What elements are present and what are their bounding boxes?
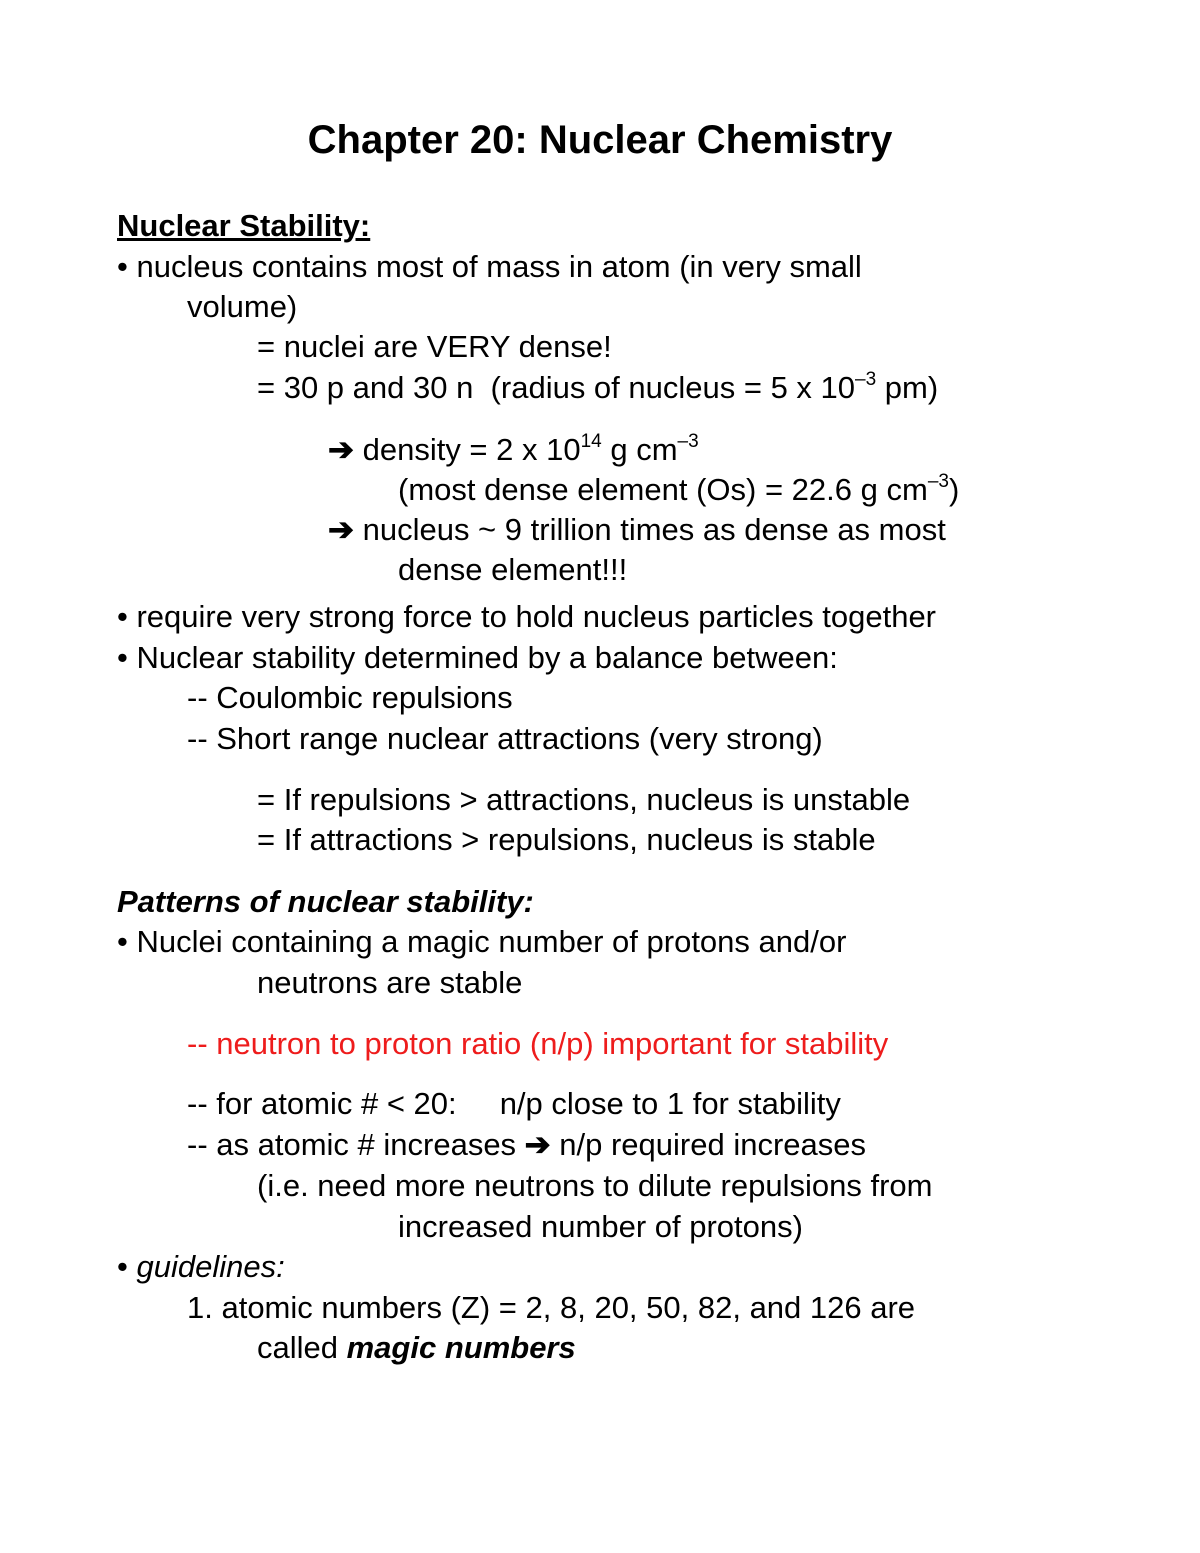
section-heading-patterns: Patterns of nuclear stability: bbox=[117, 884, 534, 919]
bullet-nucleus-mass: • nucleus contains most of mass in atom (in very small bbox=[117, 249, 862, 284]
magic-numbers-term: magic numbers bbox=[346, 1330, 576, 1365]
bullet-balance: • Nuclear stability determined by a balance between: bbox=[117, 640, 838, 675]
section-heading-nuclear-stability: Nuclear Stability: bbox=[117, 208, 371, 243]
dense-element-line: dense element!!! bbox=[398, 552, 628, 587]
eq-unstable: = If repulsions > attractions, nucleus is unstable bbox=[257, 782, 911, 817]
arrow-right-icon: ➔ bbox=[328, 512, 354, 547]
trillion-line: ➔ nucleus ~ 9 trillion times as dense as most bbox=[328, 512, 946, 547]
ie-line-cont: increased number of protons) bbox=[398, 1209, 803, 1244]
density-line: ➔ density = 2 x $10^{14}$ g $cm^{-3}$ bbox=[328, 431, 699, 467]
bullet-magic-nuclei: • Nuclei containing a magic number of protons and/or bbox=[117, 924, 847, 959]
bullet-magic-nuclei-cont: neutrons are stable bbox=[257, 965, 523, 1000]
eq-stable: = If attractions > repulsions, nucleus is stable bbox=[257, 822, 876, 857]
arrow-right-icon: ➔ bbox=[524, 1127, 551, 1162]
bullet-strong-force: • require very strong force to hold nucleus particles together bbox=[117, 599, 937, 634]
dash-short-range: -- Short range nuclear attractions (very strong) bbox=[187, 721, 823, 756]
dash-atomic-increases: -- as atomic # increases ➔ n/p required increases bbox=[187, 1127, 866, 1162]
highlight-np-ratio: -- neutron to proton ratio (n/p) important for stability bbox=[187, 1026, 889, 1061]
dash-coulombic: -- Coulombic repulsions bbox=[187, 680, 513, 715]
ie-line: (i.e. need more neutrons to dilute repulsions from bbox=[257, 1168, 933, 1203]
guideline-1-cont: called magic numbers bbox=[257, 1330, 576, 1365]
page-title: Chapter 20: Nuclear Chemistry bbox=[307, 118, 893, 162]
dash-atomic-lt-20: -- for atomic # < 20: n/p close to 1 for stability bbox=[187, 1086, 841, 1121]
arrow-right-icon: ➔ bbox=[328, 432, 354, 467]
guideline-1: 1. atomic numbers (Z) = 2, 8, 20, 50, 82, and 126 are bbox=[187, 1290, 916, 1325]
eq-protons-neutrons: = 30 p and 30 n (radius of nucleus = 5 x $10^{-3}$ pm) bbox=[257, 369, 939, 405]
bullet-nucleus-mass-cont: volume) bbox=[187, 289, 298, 324]
most-dense-element-line: (most dense element (Os) = 22.6 g $cm^{-3}$) bbox=[398, 471, 960, 507]
bullet-guidelines: • guidelines: bbox=[117, 1249, 285, 1284]
eq-nuclei-dense: = nuclei are VERY dense! bbox=[257, 329, 612, 364]
